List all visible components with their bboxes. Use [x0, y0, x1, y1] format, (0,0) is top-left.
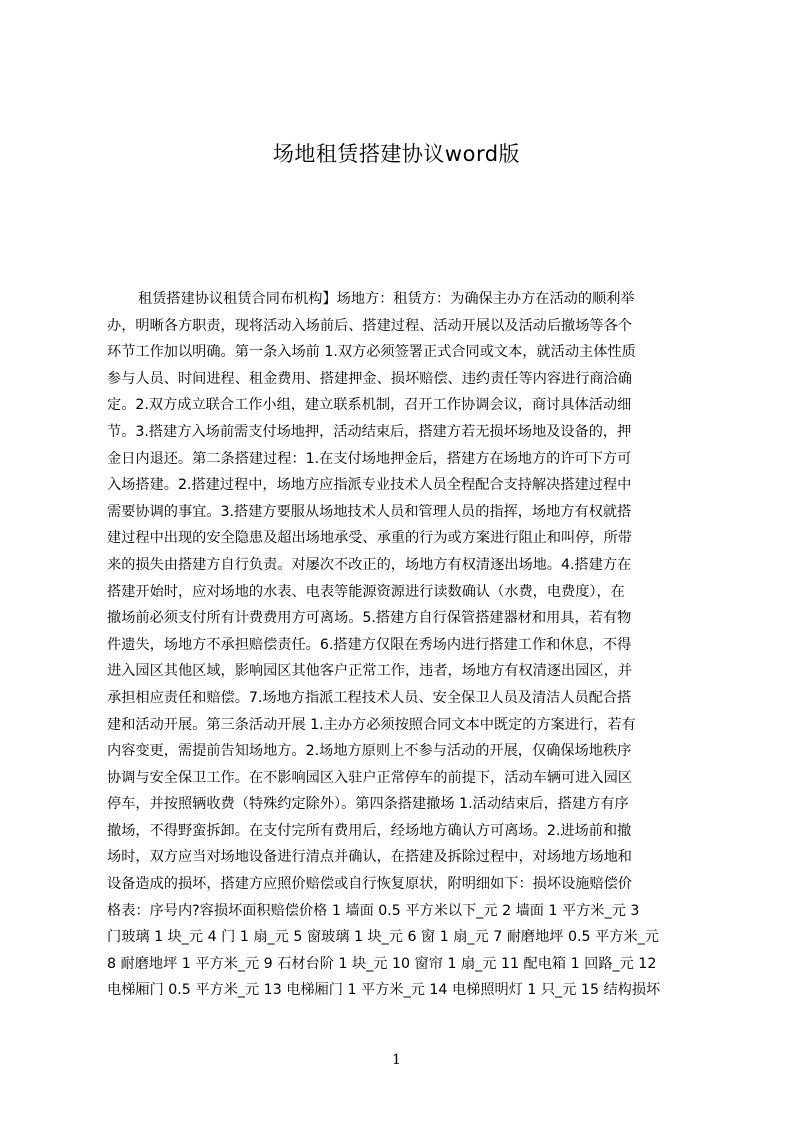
document-title: 场地租赁搭建协议word版: [272, 142, 521, 166]
body-line: 承担相应责任和赔偿。7.场地方指派工程技术人员、安全保卫人员及清洁人员配合搭: [107, 689, 632, 706]
document-body: [107, 286, 698, 999]
body-line: 建过程中出现的安全隐患及超出场地承受、承重的行为或方案进行阻止和叫停，所带: [107, 530, 632, 547]
body-line: 需要协调的事宜。3.搭建方要服从场地技术人员和管理人员的指挥，场地方有权就搭: [107, 503, 632, 520]
body-line: 协调与安全保卫工作。在不影响园区入驻户正常停车的前提下，活动车辆可进入园区: [107, 769, 632, 786]
body-line: 内容变更，需提前告知场地方。2.场地方原则上不参与活动的开展，仅确保场地秩序: [107, 743, 632, 760]
body-line: 撤场，不得野蛮拆卸。在支付完所有费用后，经场地方确认方可离场。2.进场前和撤: [107, 822, 632, 839]
body-line: 撤场前必须支付所有计费费用方可离场。5.搭建方自行保管搭建器材和用具，若有物: [107, 610, 632, 627]
body-line: 参与人员、时间进程、租金费用、搭建押金、损坏赔偿、违约责任等内容进行商洽确: [107, 370, 632, 387]
body-line: 停车，并按照辆收费（特殊约定除外）。第四条搭建撤场 1.活动结束后，搭建方有序: [107, 796, 629, 813]
body-line: 入场搭建。2.搭建过程中，场地方应指派专业技术人员全程配合支持解决搭建过程中: [107, 477, 632, 494]
body-line: 格表：序号内?容损坏面积赔偿价格 1 墙面 0.5 平方米以下_元 2 墙面 1 平方米_元 3: [107, 902, 640, 919]
body-line: 进入园区其他区域，影响园区其他客户正常工作，违者，场地方有权清逐出园区，并: [107, 663, 632, 680]
body-line: 办，明晰各方职责，现将活动入场前后、搭建过程、活动开展以及活动后撤场等各个: [107, 317, 632, 334]
body-line: 环节工作加以明确。第一条入场前 1.双方必须签署正式合同或文本，就活动主体性质: [107, 344, 636, 361]
body-line: 场时，双方应当对场地设备进行清点并确认，在搭建及拆除过程中，对场地方场地和: [107, 849, 632, 866]
body-line: 节。3.搭建方入场前需支付场地押，活动结束后，搭建方若无损坏场地及设备的，押: [107, 423, 632, 440]
body-line: 搭建开始时，应对场地的水表、电表等能源资源进行读数确认（水费，电费度），在: [107, 583, 625, 600]
body-line: 金日内退还。第二条搭建过程：1.在支付场地押金后，搭建方在场地方的许可下方可: [107, 450, 632, 467]
body-line: 件遗失，场地方不承担赔偿责任。6.搭建方仅限在秀场内进行搭建工作和休息，不得: [107, 636, 632, 653]
page-number: 1: [392, 1052, 401, 1068]
body-line: 租赁搭建协议租赁合同布机构】场地方：租赁方：为确保主办方在活动的顺利举: [138, 291, 635, 307]
body-line: 8 耐磨地坪 1 平方米_元 9 石材台阶 1 块_元 10 窗帘 1 扇_元 11 配电箱 1 回路_元 12: [107, 955, 657, 972]
body-line: 设备造成的损坏，搭建方应照价赔偿或自行恢复原状，附明细如下：损坏设施赔偿价: [107, 876, 632, 893]
body-line: 门玻璃 1 块_元 4 门 1 扇_元 5 窗玻璃 1 块_元 6 窗 1 扇_元 7 耐磨地坪 0.5 平方米_元: [107, 929, 659, 946]
body-line: 来的损失由搭建方自行负责。对屡次不改正的，场地方有权清逐出场地。4.搭建方在: [107, 556, 632, 573]
body-line: 电梯厢门 0.5 平方米_元 13 电梯厢门 1 平方米_元 14 电梯照明灯 1 只_元 15 结构损坏: [107, 982, 661, 999]
body-line: 定。2.双方成立联合工作小组，建立联系机制，召开工作协调会议，商讨具体活动细: [107, 397, 632, 414]
body-line: 建和活动开展。第三条活动开展 1.主办方必须按照合同文本中既定的方案进行，若有: [107, 716, 636, 733]
